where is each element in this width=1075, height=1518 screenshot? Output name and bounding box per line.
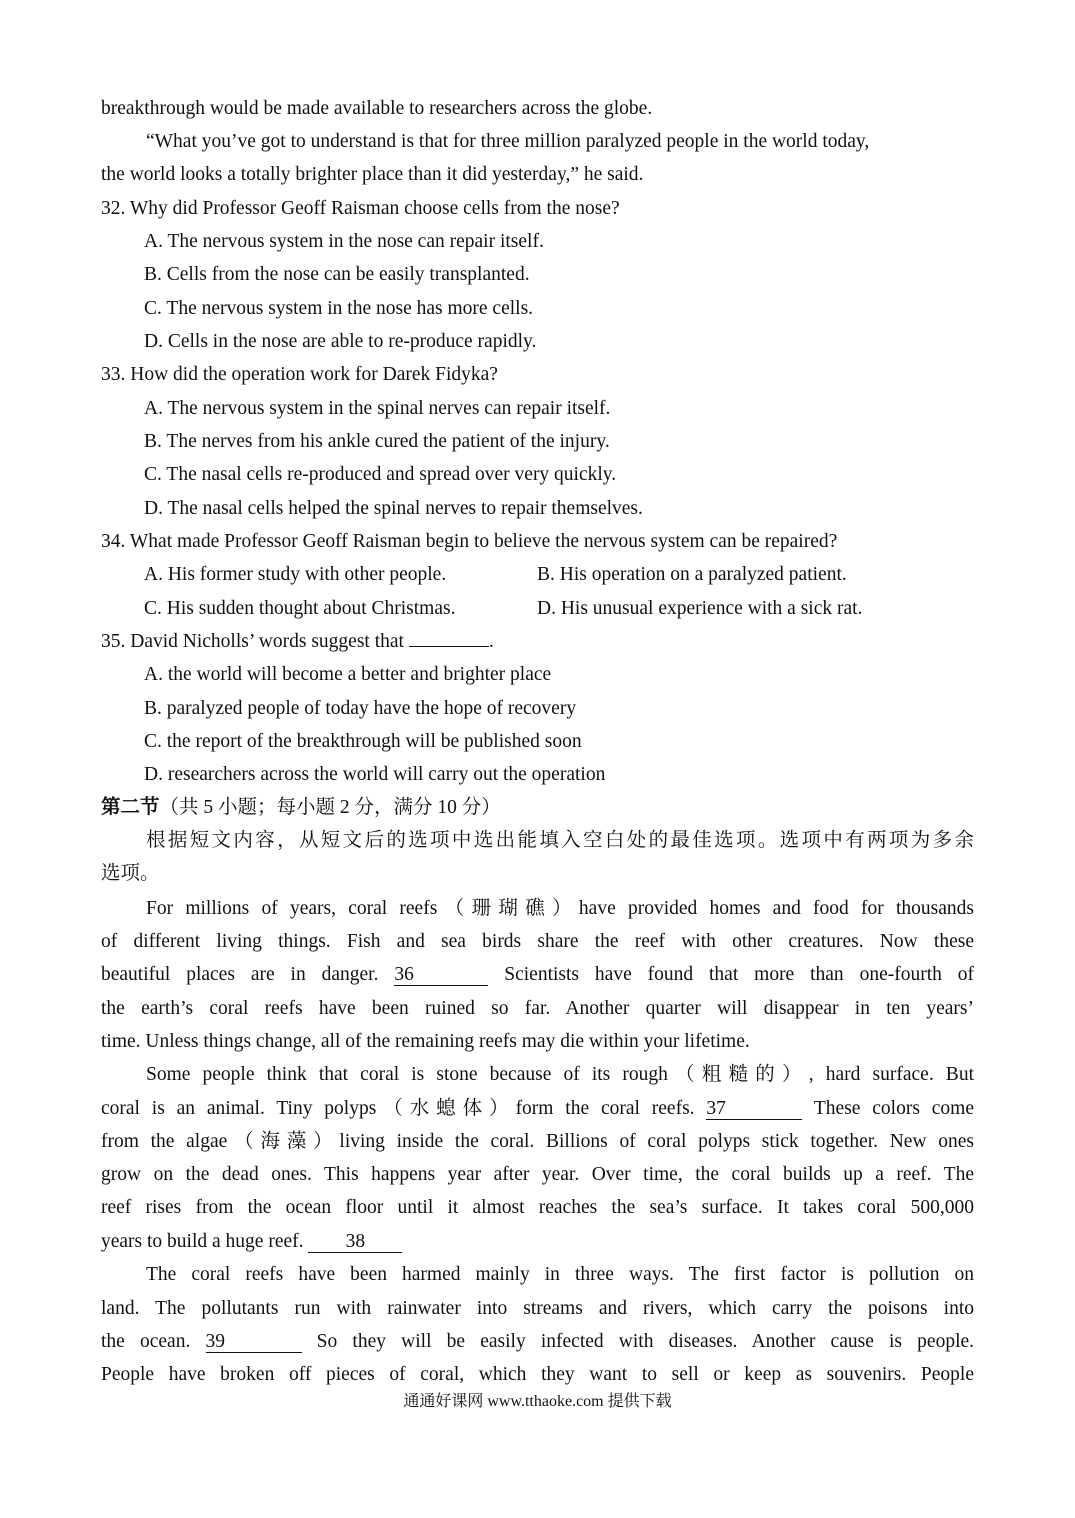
passage-line: Some people think that coral is stone because of its rough（粗糙的）, hard surface. But: [146, 1064, 974, 1085]
passage-line: “What you’ve got to understand is that for three million paralyzed people in the world today,: [146, 131, 870, 152]
passage-text: the ocean.: [101, 1331, 191, 1352]
section-title: 第二节: [101, 797, 160, 818]
question-34-option-d: D. His unusual experience with a sick rat.: [537, 598, 863, 619]
passage-line: from the algae（海藻）living inside the coral. Billions of coral polyps stick together. New ones: [101, 1131, 974, 1152]
section-heading: [101, 796, 501, 820]
question-34-option-b: B. His operation on a paralyzed patient.: [537, 564, 847, 585]
question-32-option-d: D. Cells in the nose are able to re-produce rapidly.: [144, 331, 537, 352]
section-instructions: 根据短文内容，从短文后的选项中选出能填入空白处的最佳选项。选项中有两项为多余: [146, 830, 974, 851]
question-35-option-b: B. paralyzed people of today have the hope of recovery: [144, 698, 577, 719]
section-scoring: （共 5 小题；每小题 2 分，满分 10 分）: [159, 797, 501, 818]
question-32-option-b: B. Cells from the nose can be easily transplanted.: [144, 264, 530, 285]
answer-blank-38[interactable]: 38: [308, 1232, 402, 1253]
passage-line: People have broken off pieces of coral, which they want to sell or keep as souvenirs. People: [101, 1364, 974, 1385]
question-35-stem: [101, 630, 494, 654]
passage-line: grow on the dead ones. This happens year after year. Over time, the coral builds up a reef. The: [101, 1164, 974, 1185]
passage-line: The coral reefs have been harmed mainly in three ways. The first factor is pollution on: [146, 1264, 974, 1285]
passage-line: the world looks a totally brighter place than it did yesterday,” he said.: [101, 164, 644, 185]
question-34-option-c: C. His sudden thought about Christmas.: [144, 598, 456, 619]
question-35-stem-text: 35. David Nicholls’ words suggest that: [101, 631, 404, 652]
answer-blank-36[interactable]: 36: [394, 965, 488, 986]
question-35-stem-end: .: [488, 631, 494, 652]
passage-text: coral is an animal. Tiny polyps（水螅体）form the coral reefs.: [101, 1098, 695, 1119]
question-32-stem: 32. Why did Professor Geoff Raisman choose cells from the nose?: [101, 198, 620, 219]
question-32-option-c: C. The nervous system in the nose has more cells.: [144, 298, 534, 319]
answer-blank-39[interactable]: 39: [206, 1332, 302, 1353]
answer-blank-35[interactable]: [409, 646, 489, 647]
passage-text: So they will be easily infected with diseases. Another cause is people.: [316, 1331, 975, 1352]
question-35-option-a: A. the world will become a better and brighter place: [144, 664, 552, 685]
passage-line: the earth’s coral reefs have been ruined so far. Another quarter will disappear in ten years’: [101, 998, 974, 1019]
passage-line: breakthrough would be made available to researchers across the globe.: [101, 98, 653, 119]
page-footer: 通通好课网 www.tthaoke.com 提供下载: [403, 1393, 672, 1410]
passage-line: [101, 1230, 402, 1254]
passage-line: land. The pollutants run with rainwater into streams and rivers, which carry the poisons into: [101, 1298, 974, 1319]
passage-text: Scientists have found that more than one-fourth of: [504, 964, 975, 985]
passage-line: of different living things. Fish and sea birds share the reef with other creatures. Now these: [101, 931, 974, 952]
question-35-option-c: C. the report of the breakthrough will be published soon: [144, 731, 582, 752]
passage-line: [101, 1330, 974, 1354]
question-34-option-a: A. His former study with other people.: [144, 564, 447, 585]
question-33-stem: 33. How did the operation work for Darek Fidyka?: [101, 364, 498, 385]
question-33-option-b: B. The nerves from his ankle cured the patient of the injury.: [144, 431, 610, 452]
question-33-option-c: C. The nasal cells re-produced and spread over very quickly.: [144, 464, 617, 485]
question-32-option-a: A. The nervous system in the nose can repair itself.: [144, 231, 544, 252]
question-33-option-a: A. The nervous system in the spinal nerves can repair itself.: [144, 398, 611, 419]
passage-line: [101, 1097, 974, 1121]
passage-line: [101, 963, 974, 987]
answer-blank-37[interactable]: 37: [706, 1099, 802, 1120]
section-instructions-cont: 选项。: [101, 863, 160, 884]
passage-text: These colors come: [813, 1098, 974, 1119]
question-34-stem: 34. What made Professor Geoff Raisman begin to believe the nervous system can be repaired?: [101, 531, 838, 552]
question-33-option-d: D. The nasal cells helped the spinal nerves to repair themselves.: [144, 498, 643, 519]
passage-line: time. Unless things change, all of the remaining reefs may die within your lifetime.: [101, 1031, 750, 1052]
question-35-option-d: D. researchers across the world will carry out the operation: [144, 764, 606, 785]
passage-line: For millions of years, coral reefs（珊瑚礁）have provided homes and food for thousands: [146, 898, 974, 919]
passage-line: reef rises from the ocean floor until it almost reaches the sea’s surface. It takes coral 500,000: [101, 1197, 974, 1218]
passage-text: years to build a huge reef.: [101, 1231, 304, 1252]
passage-text: beautiful places are in danger.: [101, 964, 379, 985]
